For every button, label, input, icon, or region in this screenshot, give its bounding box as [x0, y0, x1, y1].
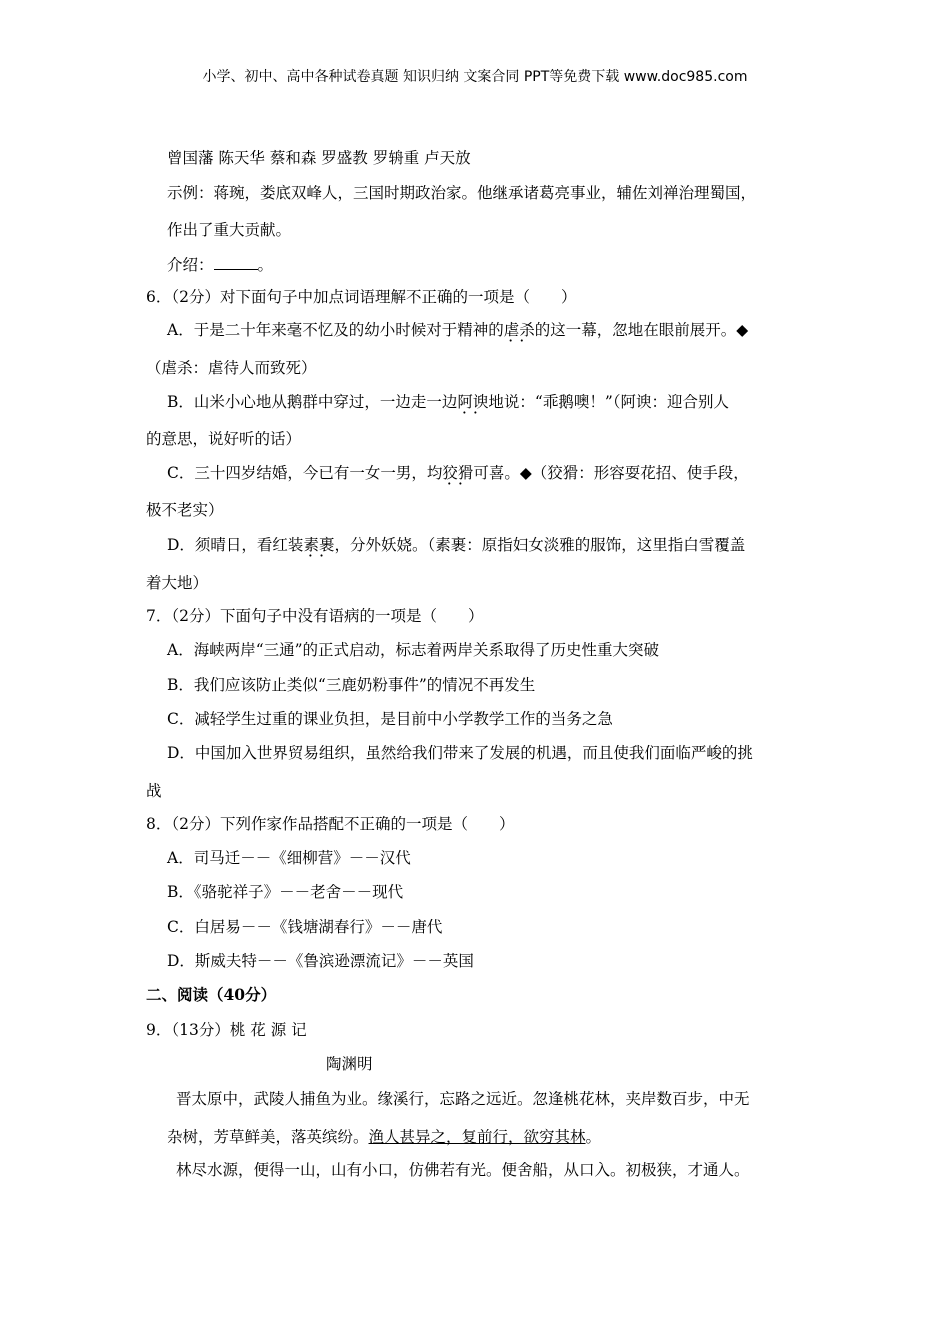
q7-option-a: A．海峡两岸“三通”的正式启动，标志着两岸关系取得了历史性重大突破: [167, 641, 660, 659]
q9-para1-line1: 晋太原中，武陵人捕鱼为业。缘溪行，忘路之远近。忽逢桃花林，夹岸数百步，中无: [176, 1090, 750, 1108]
q8-option-b: B．《骆驼祥子》－－老舍－－现代: [167, 883, 404, 901]
q7-option-c: C．减轻学生过重的课业负担，是目前中小学教学工作的当务之急: [167, 710, 613, 728]
q9-para1-end: 。: [585, 1128, 602, 1146]
q6-option-a-note: （虐杀：虐待人而致死）: [146, 359, 317, 377]
q9-para2-line1: 林尽水源，便得一山，山有小口，仿佛若有光。便舍船，从口入。初极狭，才通人。: [176, 1161, 750, 1179]
q5-example-line1: 示例：蒋琬，娄底双峰人，三国时期政治家。他继承诸葛亮事业，辅佐刘禅治理蜀国，: [167, 184, 757, 202]
q6-c-text: C．三十四岁结婚，今已有一女一男，均: [167, 464, 443, 482]
q6-option-d: [167, 535, 745, 555]
q6-option-d-note: 着大地）: [146, 574, 209, 592]
q7-option-b: B．我们应该防止类似“三鹿奶粉事件”的情况不再发生: [167, 676, 536, 694]
q8-option-d: D．斯威夫特－－《鲁滨逊漂流记》－－英国: [167, 952, 474, 970]
page-header: 小学、初中、高中各种试卷真题 知识归纳 文案合同 PPT等免费下载 www.doc985.com: [202, 69, 748, 85]
q7-option-d: D．中国加入世界贸易组织，虽然给我们带来了发展的机遇，而且使我们面临严峻的挑: [167, 744, 753, 762]
q9-underlined-sentence: 渔人甚异之，复前行，欲穷其林: [368, 1128, 586, 1146]
q6-a-text: A．于是二十年来毫不忆及的幼小时候对于精神的: [167, 321, 504, 339]
q5-intro-label: 介绍：: [167, 256, 214, 274]
q6-stem: 6．（2分）对下面句子中加点词语理解不正确的一项是（ ）: [146, 288, 577, 306]
q6-d-text-end: ，分外妖娆。（素裹：原指妇女淡雅的服饰，这里指白雪覆盖: [334, 536, 746, 554]
q9-para1-text: 杂树，芳草鲜美，落英缤纷。: [167, 1128, 369, 1146]
q6-option-c: [167, 463, 749, 483]
section-title-reading: 二、阅读（40分）: [146, 985, 277, 1004]
q7-option-d-cont: 战: [146, 782, 162, 800]
q5-answer-blank[interactable]: [214, 255, 258, 270]
q8-option-c: C．白居易－－《钱塘湖春行》－－唐代: [167, 918, 443, 936]
q6-option-a: [167, 320, 748, 340]
q6-c-dotted-word: 狡猾 ··: [442, 464, 473, 482]
q6-d-text: D．须晴日，看红装: [167, 536, 304, 554]
q6-a-dotted-word: 虐杀 ··: [504, 321, 535, 339]
q6-a-text-end: 的这一幕，忽地在眼前展开。◆: [534, 321, 749, 339]
q9-para1-line2: [167, 1127, 601, 1147]
q5-example-line2: 作出了重大贡献。: [167, 221, 292, 239]
q6-b-text-end: 地说：“乖鹅噢！”（阿谀：迎合别人: [488, 393, 730, 411]
q5-intro-end: 。: [257, 256, 274, 274]
q6-option-b-note: 的意思，说好听的话）: [146, 430, 302, 448]
q6-option-c-note: 极不老实）: [146, 501, 224, 519]
q5-names: 曾国藩 陈天华 蔡和森 罗盛教 罗辀重 卢天放: [167, 149, 471, 167]
q6-d-dotted-word: 素裹 ··: [303, 536, 334, 554]
q6-b-dotted-word: 阿谀 ··: [457, 393, 488, 411]
q7-stem: 7．（2分）下面句子中没有语病的一项是（ ）: [146, 607, 484, 625]
q6-option-b: [167, 392, 729, 412]
q6-c-text-end: 可喜。◆（狡猾：形容耍花招、使手段，: [473, 464, 749, 482]
q9-stem: 9．（13分）桃 花 源 记: [146, 1021, 307, 1039]
q8-stem: 8．（2分）下列作家作品搭配不正确的一项是（ ）: [146, 815, 515, 833]
q5-intro: [167, 255, 273, 275]
q9-author: 陶渊明: [326, 1055, 373, 1073]
q8-option-a: A．司马迁－－《细柳营》－－汉代: [167, 849, 411, 867]
q6-b-text: B．山米小心地从鹅群中穿过，一边走一边: [167, 393, 458, 411]
